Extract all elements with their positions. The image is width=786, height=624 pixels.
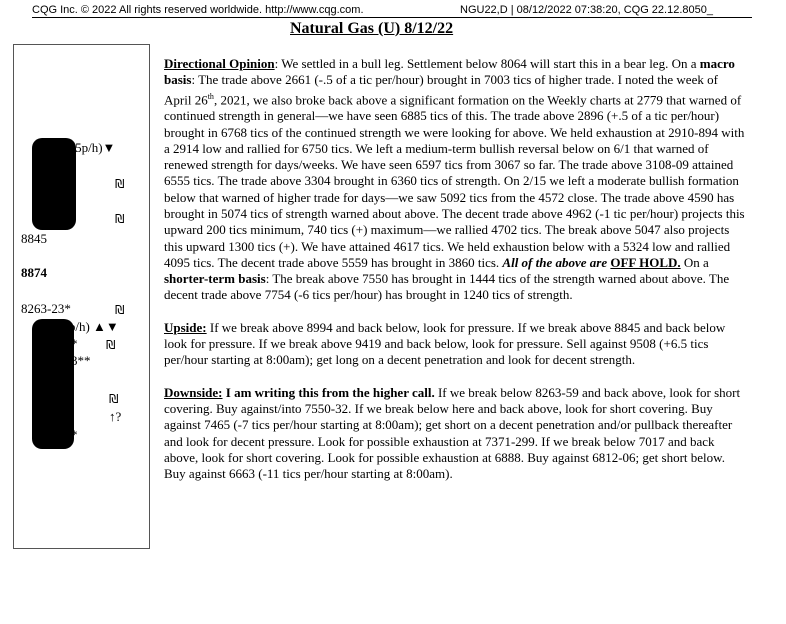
level-label-5: -7p/h) ▲▼ xyxy=(58,319,119,334)
level-label-9: 06* xyxy=(58,427,78,442)
all-above-text: All of the above are xyxy=(502,254,611,270)
upside-paragraph: Upside: If we break above 8994 and back below, look for pressure. If we break above 8845 and back below look for pressure. If we break above 9419 and back below, look for pressure. Sell against 9508 (+6.5 tics per/hour starting at 8:00am); get long on a decent penetration and look for decent strength. xyxy=(164,319,726,368)
shekel-icon-2: ₪ xyxy=(115,212,125,226)
level-8263-23: 8263-23* xyxy=(21,301,71,316)
cqg-header-bar xyxy=(32,3,752,18)
directional-opinion-label: Directional Opinion xyxy=(164,56,275,71)
macro-basis-label: macro basis xyxy=(164,56,735,88)
higher-call-text: I am writing this from the higher call. xyxy=(222,384,435,400)
shekel-icon-5: ₪ xyxy=(109,392,119,406)
level-label-6: 32* xyxy=(58,336,78,351)
off-hold-text: OFF HOLD. xyxy=(610,254,681,270)
directional-opinion-paragraph: Directional Opinion: We settled in a bull leg. Settlement below 8064 will start this in a bear leg. On a macro basis: The trade above 2661 (-.5 of a tic per/hour) brought in 7003 tics of higher trade. I noted the week of April 26th, 2021, we also broke back above a significant formation on the Weekly charts at 2779 that warned of continued strength in general—we have seen 6885 tics of this. The trade above 2896 (+.5 of a tic per/hour) brought in 6768 tics of the continued strength we were looking for above. We held exhaustion at 2910-894 with a 2914 low and rallied for 6750 tics. We left a medium-term bullish reversal below on 6/1 that warned of renewed strength for days/weeks. We have seen 6597 tics from 3067 so far. The trade above 3108-09 attained 6555 tics. The trade above 3304 brought in 6360 tics of strength. On 2/15 we left a moderate bullish formation below that warned of higher trade for days—we saw 5092 tics from the 4572 close. The trade above 4590 has brought in 5074 tics of strength warned about above. The decent trade above 4962 (-1 tic per/hour) projects this upward 200 tics minimum, 740 tics (+) maximum—we rallied 4702 tics. The break above 5047 also projects this upward 1300 tics (+). We have attained 4617 tics. We held exhaustion below with a 5324 low and rallied 4095 tics. The decent trade above 5559 has brought in 3860 tics. All of the above are OFF HOLD. On a shorter-term basis: The break above 7550 has brought in 1444 tics of the strength warned about above. The decent trade above 7754 (-6 tics per/hour) has brought in 1240 tics of strength. xyxy=(164,56,745,303)
level-8874: 8874 xyxy=(21,265,47,280)
downside-paragraph: Downside: I am writing this from the higher call. If we break below 8263-59 and back above, look for short covering. Buy against/into 7550-32. If we break below here and back above, look for short covering. Buy against 7465 (-7 tics per/hour starting at 8:00am); get short on a decent penetration and/or pullback thereafter and look for decent pressure. Look for possible exhaustion at 7371-299. If we break below 7017 and back above, look for short covering. Look for possible exhaustion at 6888. Buy against 6812-06; get short below. Buy against 6663 (-11 tics per/hour starting at 8:00am). xyxy=(164,384,741,482)
copyright-text: CQG Inc. © 2022 All rights reserved worldwide. http://www.cqg.com. xyxy=(32,4,364,16)
up-down-arrows-icon: ▲▼ xyxy=(93,319,119,334)
level-8845: 8845 xyxy=(21,231,47,246)
levels-panel xyxy=(13,44,150,549)
shekel-icon-1: ₪ xyxy=(115,177,125,191)
commentary-body xyxy=(164,56,746,498)
shorter-term-label: shorter-term basis xyxy=(164,271,266,287)
level-label-1: +6.5p/h)▼ xyxy=(58,140,116,155)
shekel-icon-4: ₪ xyxy=(106,338,116,352)
level-label-7: 453** xyxy=(58,353,91,368)
page-title: Natural Gas (U) 8/12/22 xyxy=(290,20,454,37)
down-arrow-icon: ▼ xyxy=(102,140,116,155)
up-question-icon: ↑? xyxy=(109,409,122,424)
downside-label: Downside: xyxy=(164,384,223,400)
shekel-icon-3: ₪ xyxy=(115,303,125,317)
upside-label: Upside: xyxy=(164,319,207,335)
chart-info-text: NGU22,D | 08/12/2022 07:38:20, CQG 22.12.8050_ xyxy=(460,4,713,16)
